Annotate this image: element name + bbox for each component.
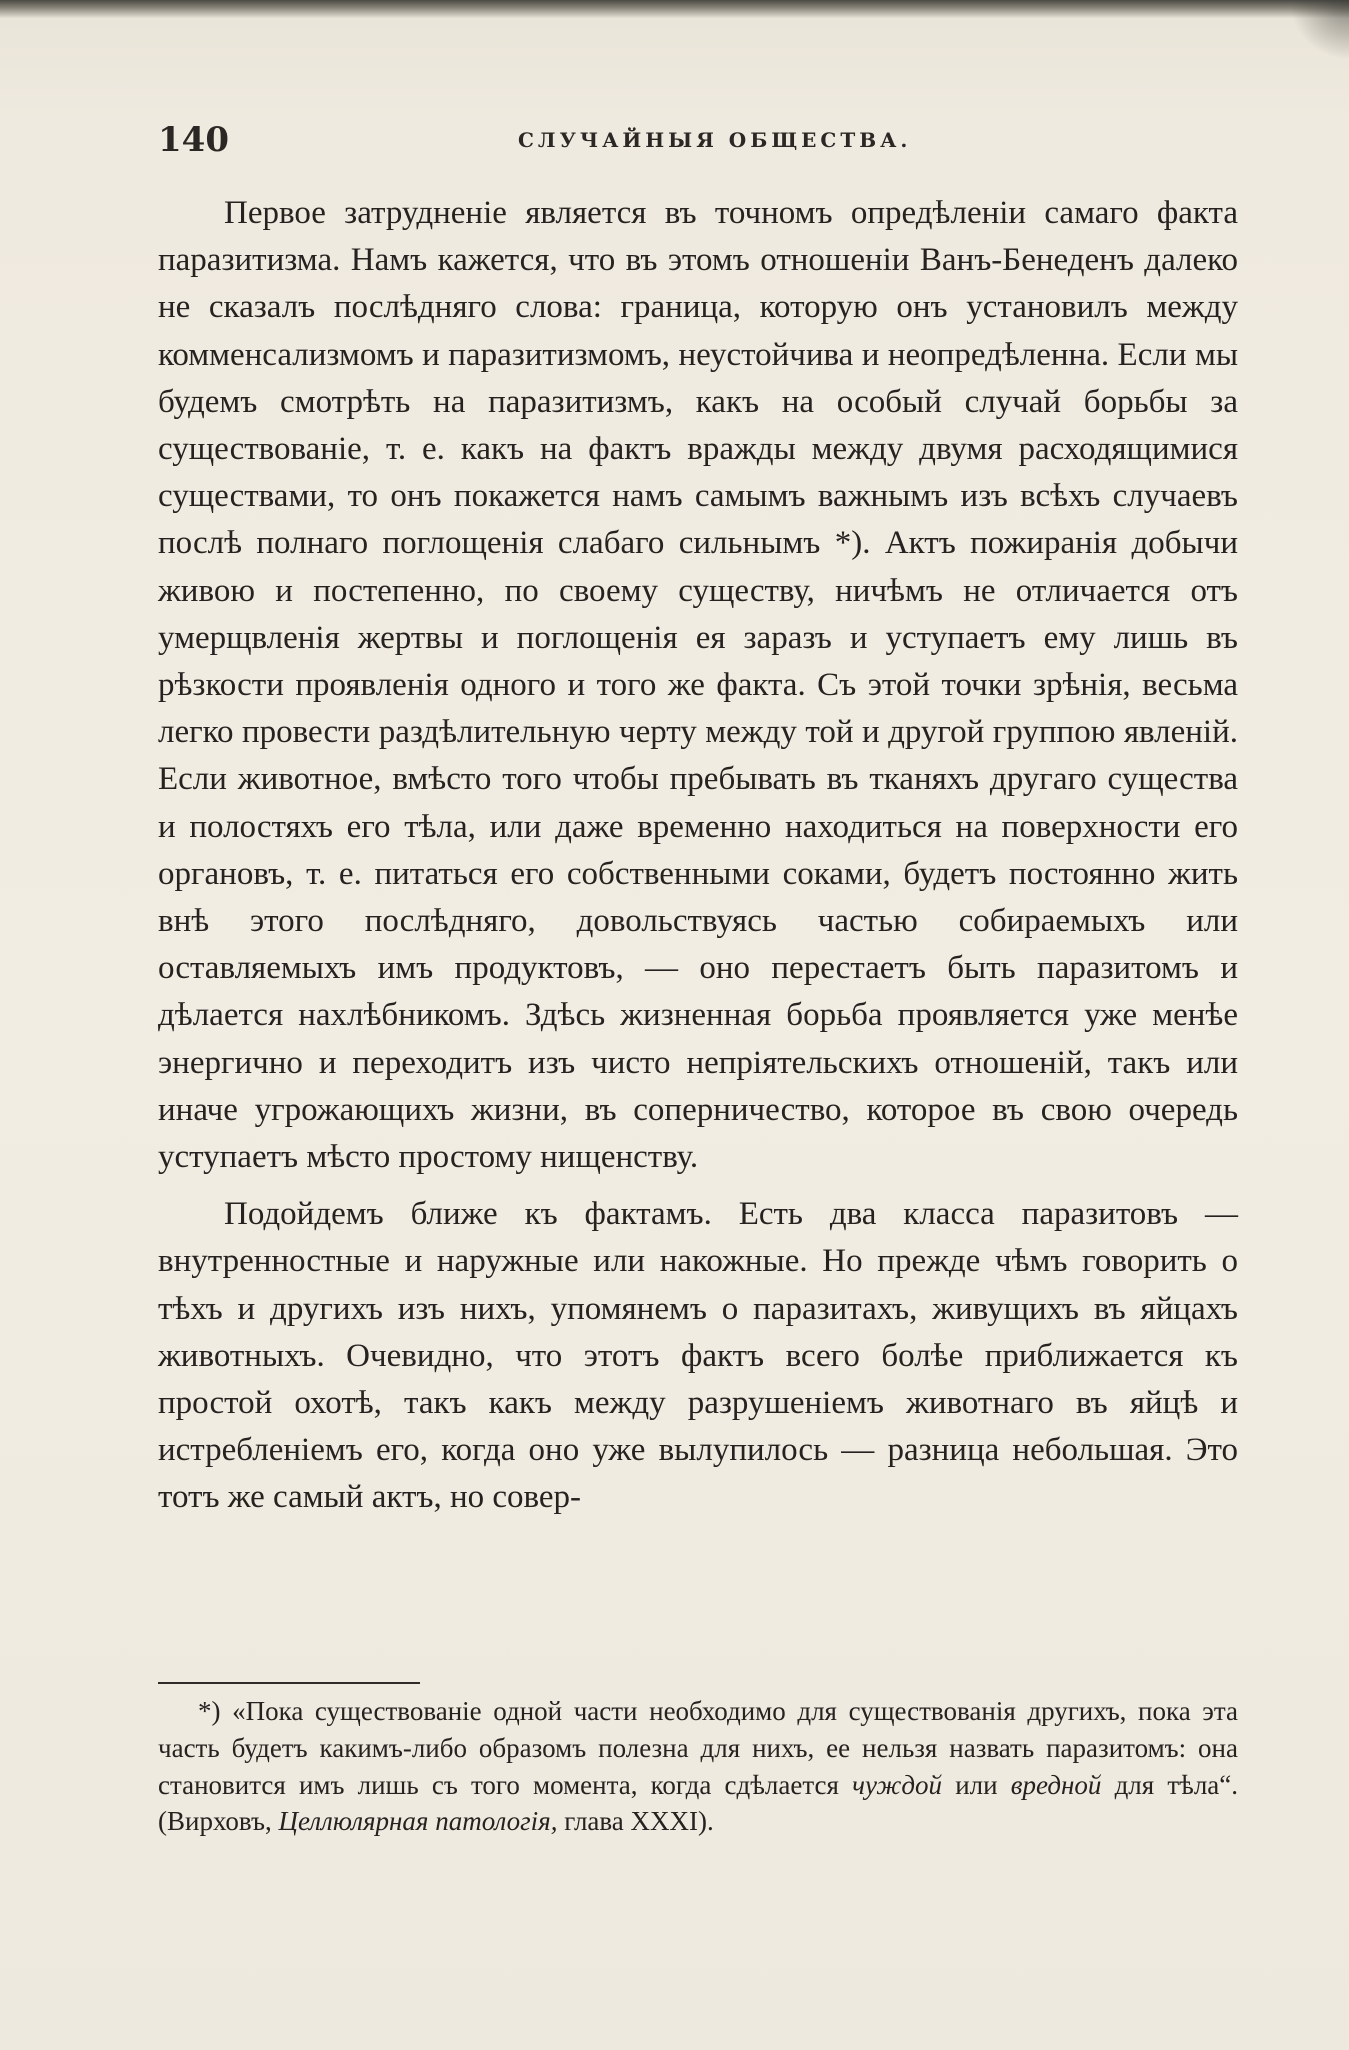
page-header: [158, 120, 1238, 170]
footnote-italic-3: Целлюлярная патологія,: [278, 1806, 558, 1837]
footnote-text-2: или: [955, 1769, 998, 1800]
paragraph-1: Первое затрудненіе является въ точномъ опредѣленіи самаго факта паразитизма. Намъ кажется, что въ этомъ отношеніи Ванъ-Бенеденъ далеко не сказалъ послѣдняго слова: граница, которую онъ установилъ между комменсализмомъ и паразитизмомъ, неустойчива и неопредѣленна. Если мы будемъ смотрѣть на паразитизмъ, какъ на особый случай борьбы за существованіе, т. е. какъ на фактъ вражды между двумя расходящимися существами, то онъ покажется намъ самымъ важнымъ изъ всѣхъ случаевъ послѣ полнаго поглощенія слабаго сильнымъ *). Актъ пожиранія добычи живою и постепенно, по своему существу, ничѣмъ не отличается отъ умерщвленія жертвы и поглощенія ея заразъ и уступаетъ ему лишь въ рѣзкости проявленія одного и того же факта. Съ этой точки зрѣнія, весьма легко провести раздѣлительную черту между той и другой группою явленій. Если животное, вмѣсто того чтобы пребывать въ тканяхъ другаго существа и полостяхъ его тѣла, или даже временно находиться на поверхности его органовъ, т. е. питаться его собственными соками, будетъ постоянно жить внѣ этого послѣдняго, довольствуясь частью собираемыхъ или оставляемыхъ имъ продуктовъ, — оно перестаетъ быть паразитомъ и дѣлается нахлѣбникомъ. Здѣсь жизненная борьба проявляется уже менѣе энергично и переходитъ изъ чисто непріятельскихъ отношеній, такъ или иначе угрожающихъ жизни, въ соперничество, которое въ свою очередь уступаетъ мѣсто простому нищенству.: [158, 195, 1238, 1176]
footnote: [158, 1693, 1238, 1840]
running-title: СЛУЧАЙНЫЯ ОБЩЕСТВА.: [518, 128, 912, 152]
footnote-text-4: глава XXXI).: [564, 1806, 714, 1837]
footnote-text-3: для тѣла“. (Вирховъ,: [158, 1769, 1239, 1837]
footnote-italic-2: вредной: [1010, 1769, 1102, 1800]
footnote-text-1: «Пока существованіе одной части необходимо для существованія другихъ, пока эта часть будетъ какимъ-либо образомъ полезна для нихъ, ее нельзя назвать паразитомъ: она становится имъ лишь съ того момента, когда сдѣлается: [158, 1696, 1238, 1800]
page-top-edge: [0, 0, 1349, 18]
main-text: [158, 190, 1238, 1532]
footnote-italic-1: чуждой: [852, 1769, 943, 1800]
paragraph-2: Подойдемъ ближе къ фактамъ. Есть два класса паразитовъ — внутренностные и наружные или накожные. Но прежде чѣмъ говорить о тѣхъ и другихъ изъ нихъ, упомянемъ о паразитахъ, живущихъ въ яйцахъ животныхъ. Очевидно, что этотъ фактъ всего болѣе приближается къ простой охотѣ, такъ какъ между разрушеніемъ животнаго въ яйцѣ и истребленіемъ его, когда оно уже вылупилось — разница небольшая. Это тотъ же самый актъ, но совер-: [158, 1196, 1238, 1516]
corner-shadow: [1289, 0, 1349, 60]
footnote-marker: *): [198, 1696, 221, 1726]
page-number: 140: [158, 120, 229, 160]
footnote-divider: [158, 1682, 420, 1684]
